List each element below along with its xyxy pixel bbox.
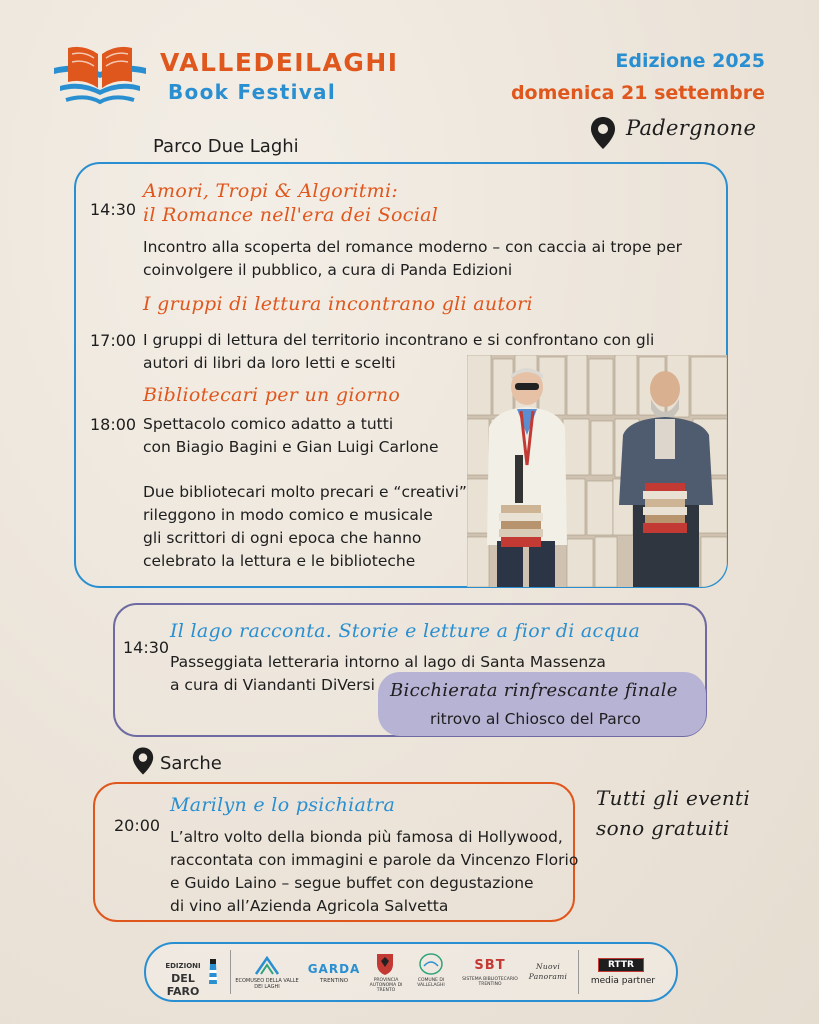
brand-subtitle: Book Festival [168,80,337,104]
event-time: 20:00 [114,816,161,835]
map-pin-icon [590,116,616,150]
divider [230,950,231,994]
comune-label: COMUNE DI VALLELAGHI [417,978,445,988]
event-desc: Due bibliotecari molto precari e “creativi” [143,483,467,501]
garda-sub: TRENTINO [319,978,349,984]
garda-logo: GARDA [307,962,361,976]
divider [578,950,579,994]
free-events-note: Tutti gli eventi [596,786,751,810]
event-desc: coinvolgere il pubblico, a cura di Panda Edizioni [143,261,513,279]
sbt-logo: SBT [474,958,506,973]
event-desc: rileggono in modo comico e musicale [143,506,433,524]
book-logo-icon [52,40,148,110]
provincia-label: PROVINCIA AUTONOMA DI TRENTO [369,978,403,993]
event-desc: gli scrittori di ogni epoca che hanno [143,529,422,547]
event-desc: raccontata con immagini e parole da Vincenzo Florio [170,851,579,869]
ecomuseo-label: ECOMUSEO DELLA VALLE DEI LAGHI [235,978,299,990]
event-desc: celebrato la lettura e le biblioteche [143,552,416,570]
event-time: 14:30 [90,200,137,219]
media-partner-label: media partner [590,976,656,986]
event-date: domenica 21 settembre [510,82,765,104]
sbt-label: SISTEMA BIBLIOTECARIO TRENTINO [462,977,518,987]
free-events-note: sono gratuiti [596,816,730,840]
refreshment-desc: ritrovo al Chiosco del Parco [430,710,641,728]
comune-logo-icon [418,952,444,976]
faro-logo-line2: DEL FARO [166,972,200,998]
edition-label: Edizione 2025 [615,50,765,72]
event-title-line1: Amori, Tropi & Algoritmi: [143,180,399,202]
rttr-logo: RTTR [598,958,644,972]
location-padergnone: Padergnone [626,116,757,140]
event-desc: Spettacolo comico adatto a tutti [143,415,394,433]
event-desc: Passeggiata letteraria intorno al lago di Santa Massenza [170,653,606,671]
lighthouse-icon [206,956,220,986]
performers-photo [467,355,727,587]
coat-of-arms-icon [376,952,394,976]
event-title-line2: il Romance nell'era dei Social [143,204,439,226]
event-desc: Incontro alla scoperta del romance moderno – con caccia ai trope per [143,238,683,256]
event-desc: a cura di Viandanti DiVersi [170,676,375,694]
venue-name: Parco Due Laghi [153,136,299,157]
event-time: 17:00 [90,331,137,350]
ecomuseo-logo-icon [254,956,280,976]
faro-logo-line1: EDIZIONI [165,962,201,970]
event-desc: L’altro volto della bionda più famosa di Hollywood, [170,828,563,846]
map-pin-icon [132,746,154,776]
brand-title: VALLEDEILAGHI [160,48,399,77]
event-title: Il lago racconta. Storie e letture a fior di acqua [170,620,641,642]
event-time: 18:00 [90,415,137,434]
nuovi-panorami-line1: Nuovi [535,962,561,971]
event-desc: autori di libri da loro letti e scelti [143,354,396,372]
refreshment-title: Bicchierata rinfrescante finale [390,680,678,701]
event-title: Bibliotecari per un giorno [143,384,401,406]
event-desc: con Biagio Bagini e Gian Luigi Carlone [143,438,439,456]
event-title: I gruppi di lettura incontrano gli autori [143,293,533,315]
location-sarche: Sarche [160,753,222,774]
sponsor-bar [144,942,678,1002]
event-desc: di vino all’Azienda Agricola Salvetta [170,897,449,915]
event-desc: I gruppi di lettura del territorio incontrano e si confrontano con gli [143,331,655,349]
event-desc: e Guido Laino – segue buffet con degustazione [170,874,534,892]
event-title: Marilyn e lo psichiatra [170,794,396,816]
event-time: 14:30 [123,638,170,657]
nuovi-panorami-line2: Panorami [528,972,568,981]
